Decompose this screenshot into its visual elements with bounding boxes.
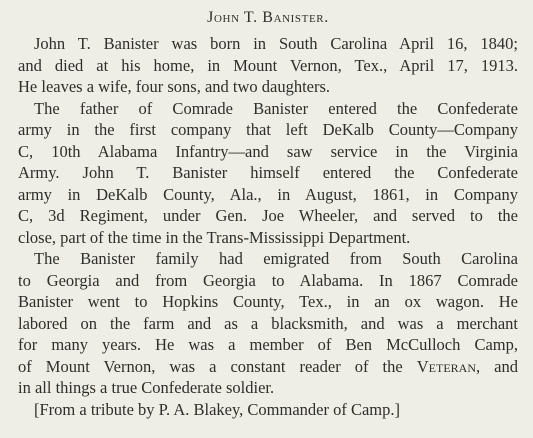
text-line: John T. Banister was born in South Carolina April 16, 1840;	[34, 34, 518, 53]
text-line: and died at his home, in Mount Vernon, Tex., April 17, 1913.	[18, 55, 518, 75]
text-line: for many years. He was a member of Ben McCulloch Camp,	[18, 335, 518, 354]
text-line: army in DeKalb County, Ala., in August, 1861, in Company	[18, 184, 518, 204]
text-line: Army. John T. Banister himself entered the Confederate	[18, 163, 518, 182]
text-line: to Georgia and from Georgia to Alabama. In 1867 Comrade	[18, 270, 518, 290]
article-title: John T. Banister.	[207, 9, 329, 26]
text-line: in all things a true Confederate soldier.	[18, 378, 275, 397]
text-line	[18, 356, 518, 378]
text-line: C, 10th Alabama Infantry—and saw service in the Virginia	[18, 141, 518, 161]
text-segment: , and	[476, 356, 518, 376]
text-line: labored on the farm and as a blacksmith, and was a merchant	[18, 313, 518, 333]
text-line: [From a tribute by P. A. Blakey, Commander of Camp.]	[34, 399, 401, 419]
text-line: army in the first company that left DeKalb County—Company	[18, 120, 518, 139]
obituary-article	[18, 7, 518, 420]
text-line: The father of Comrade Banister entered the Confederate	[34, 98, 518, 118]
paragraph-birth-death	[18, 33, 518, 98]
text-line: He leaves a wife, four sons, and two daughters.	[18, 77, 331, 96]
text-line: C, 3d Regiment, under Gen. Joe Wheeler, and served to the	[18, 206, 518, 225]
paragraph-family-history	[18, 248, 518, 399]
text-line: Banister went to Hopkins County, Tex., in an ox wagon. He	[18, 292, 518, 311]
text-line: close, part of the time in the Trans-Mississippi Department.	[18, 227, 411, 247]
paragraph-attribution	[18, 399, 518, 421]
text-line: The Banister family had emigrated from South Carolina	[34, 249, 518, 268]
paragraph-military-service	[18, 98, 518, 249]
text-segment: of Mount Vernon, was a constant reader of the	[18, 356, 417, 376]
periodical-name: Veteran	[416, 356, 476, 376]
